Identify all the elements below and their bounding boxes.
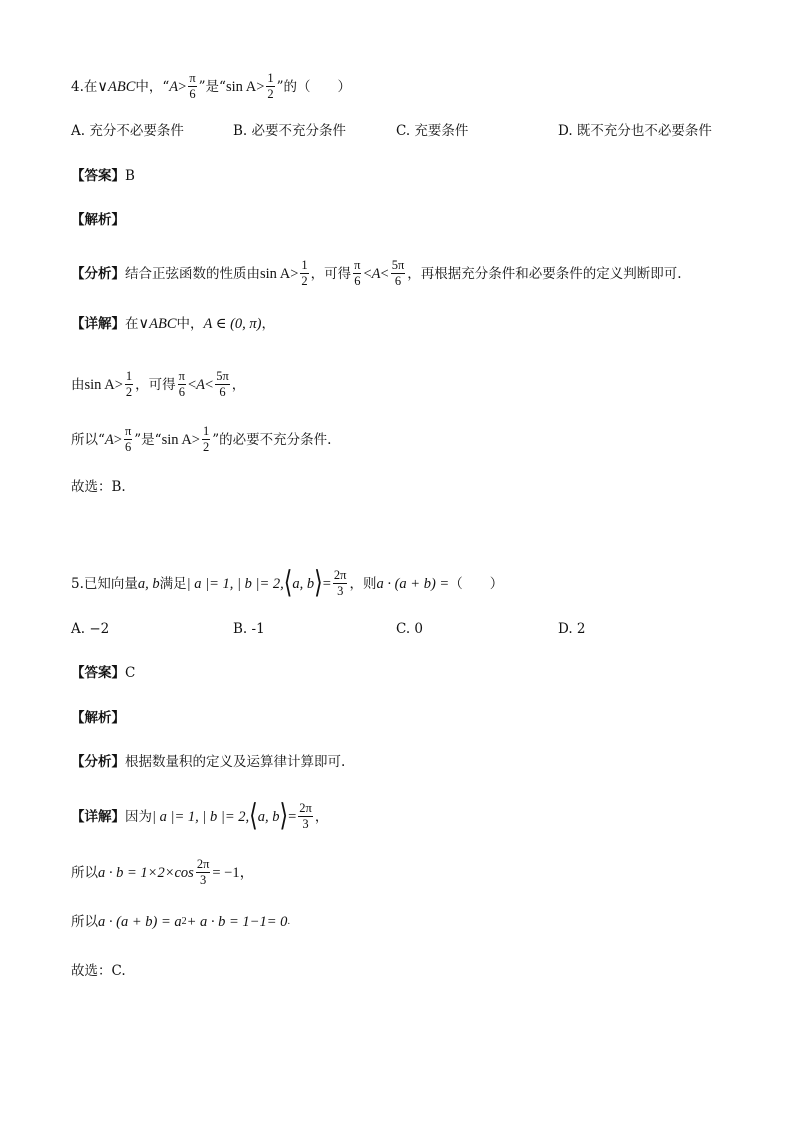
q4-number: 4. bbox=[71, 78, 84, 95]
q4-gt: > bbox=[256, 78, 265, 95]
q4-frac-1-2 bbox=[266, 72, 274, 101]
q4-gt: > bbox=[290, 265, 299, 282]
frac-num: 5π bbox=[391, 258, 405, 272]
q5-detail-text: 所以 bbox=[71, 864, 98, 881]
q4-frac-pi-6 bbox=[124, 425, 132, 454]
q4-lt: < bbox=[187, 376, 197, 393]
frac-num: π bbox=[178, 369, 185, 383]
q4-option-c: C. 充要条件 bbox=[396, 123, 469, 139]
frac-num: 1 bbox=[125, 369, 133, 383]
frac-num: π bbox=[189, 71, 196, 85]
frac-num: 1 bbox=[267, 71, 274, 85]
q4-detail-text: 由 bbox=[71, 376, 85, 393]
q4-detail-text: ，可得 bbox=[135, 376, 176, 393]
q4-detail-text: 所以“ bbox=[71, 431, 105, 448]
detail-label: 【详解】 bbox=[71, 316, 125, 332]
q5-stem-text: 已知向量 bbox=[83, 575, 138, 592]
q5-option-d: D. 2 bbox=[558, 621, 586, 637]
q5-number: 5. bbox=[71, 575, 84, 592]
q4-detail-2 bbox=[71, 370, 245, 399]
q5-norms: | a |= 1, | b |= 2, bbox=[152, 808, 250, 825]
q4-option-d: D. 既不充分也不必要条件 bbox=[558, 123, 712, 139]
answer-value: B bbox=[125, 168, 135, 184]
analysis-label: 【解析】 bbox=[71, 212, 125, 228]
q4-triangle: ∨ABC bbox=[138, 316, 177, 332]
q4-lt: < bbox=[380, 265, 389, 282]
q4-fenxi-text: ，可得 bbox=[310, 265, 352, 282]
frac-num: π bbox=[124, 424, 132, 438]
frac-den: 2 bbox=[267, 87, 274, 101]
q4-sin-a: sin A bbox=[161, 431, 192, 448]
q4-detail-1 bbox=[71, 314, 275, 334]
q4-answer bbox=[71, 166, 135, 186]
q5-detail-text: 所以 bbox=[71, 914, 98, 930]
q4-gt: > bbox=[191, 431, 200, 448]
frac-den: 6 bbox=[178, 385, 185, 399]
q4-stem-text: ”的（ ） bbox=[276, 78, 352, 95]
q5-square: 2 bbox=[181, 916, 187, 927]
q5-angle-close: ⟩ bbox=[279, 798, 289, 834]
q4-sin-a: sin A bbox=[84, 376, 115, 393]
q4-choose: 故选：B. bbox=[71, 479, 126, 495]
frac-num: 2π bbox=[196, 857, 210, 871]
q5-detail-2 bbox=[71, 858, 254, 887]
frac-num: 1 bbox=[202, 424, 210, 438]
frac-den: 3 bbox=[337, 584, 344, 598]
answer-label: 【答案】 bbox=[71, 168, 125, 184]
q4-frac-pi-6 bbox=[178, 370, 186, 399]
q4-var-a: A bbox=[169, 78, 179, 95]
q5-frac-2pi-3 bbox=[298, 802, 313, 831]
frac-den: 2 bbox=[125, 385, 133, 399]
analysis-label: 【解析】 bbox=[71, 710, 125, 726]
q5-detail-3 bbox=[71, 912, 290, 932]
q5-stem-text: （ ） bbox=[449, 575, 504, 592]
q4-stem bbox=[71, 72, 351, 101]
answer-value: C bbox=[125, 665, 136, 681]
q4-var-a: A bbox=[196, 376, 206, 393]
q4-detail-text: 中， bbox=[176, 316, 204, 332]
q5-angle-open: ⟨ bbox=[283, 565, 293, 601]
q5-angle-close: ⟩ bbox=[314, 565, 323, 601]
q5-option-b: B. -1 bbox=[233, 621, 265, 637]
q5-expression: a · (a + b) = bbox=[376, 575, 450, 592]
q4-analysis-heading bbox=[71, 210, 125, 230]
q4-frac-1-2 bbox=[300, 259, 308, 288]
q4-frac-5pi-6 bbox=[391, 259, 406, 288]
frac-den: 6 bbox=[219, 385, 226, 399]
q4-detail-text: ， bbox=[261, 316, 275, 332]
q5-eq: = bbox=[322, 575, 331, 592]
q5-fenxi bbox=[71, 752, 345, 772]
q4-var-a: A bbox=[371, 265, 381, 282]
frac-den: 3 bbox=[302, 817, 309, 831]
q5-option-a: A. −2 bbox=[71, 621, 110, 637]
q4-frac-1-2 bbox=[202, 425, 210, 454]
q5-angle-vectors: a, b bbox=[292, 575, 315, 592]
q4-fenxi-text: 结合正弦函数的性质由 bbox=[125, 265, 260, 282]
q4-fenxi-text: ，再根据充分条件和必要条件的定义判断即可. bbox=[407, 265, 682, 282]
q5-frac-2pi-3 bbox=[333, 569, 348, 598]
q4-detail-text: ， bbox=[231, 376, 246, 393]
q4-frac-1-2 bbox=[125, 370, 133, 399]
q5-detail-text: ， bbox=[314, 808, 329, 825]
q4-triangle: ∨ABC bbox=[97, 78, 136, 95]
q5-vectors: a, b bbox=[137, 575, 160, 592]
q4-gt: > bbox=[114, 376, 123, 393]
q5-stem bbox=[71, 565, 504, 601]
q5-option-c: C. 0 bbox=[396, 621, 424, 637]
frac-den: 3 bbox=[199, 873, 207, 887]
q5-choose: 故选：C. bbox=[71, 963, 126, 979]
q4-detail-text: ”的必要不充分条件. bbox=[212, 431, 332, 448]
frac-den: 2 bbox=[202, 440, 210, 454]
q5-analysis-heading bbox=[71, 708, 125, 728]
frac-num: π bbox=[354, 258, 361, 272]
q4-sin-a: sin A bbox=[260, 265, 291, 282]
q5-frac-2pi-3 bbox=[196, 858, 211, 887]
q5-dot-product: a · b = 1×2×cos bbox=[98, 864, 194, 881]
detail-label: 【详解】 bbox=[71, 808, 125, 825]
q5-stem-text: 满足 bbox=[159, 575, 187, 592]
q4-option-a: A. 充分不必要条件 bbox=[71, 123, 184, 139]
q4-stem-text: 在 bbox=[83, 78, 98, 95]
q4-frac-pi-6 bbox=[188, 72, 196, 101]
q4-option-b: B. 必要不充分条件 bbox=[233, 123, 347, 139]
q5-eq: = bbox=[288, 808, 297, 825]
q4-gt: > bbox=[113, 431, 122, 448]
fenxi-label: 【分析】 bbox=[71, 754, 125, 770]
frac-num: 5π bbox=[216, 369, 229, 383]
q4-gt: > bbox=[178, 78, 187, 95]
q5-angle-vectors: a, b bbox=[257, 808, 280, 825]
q4-frac-pi-6 bbox=[353, 259, 361, 288]
q4-fenxi bbox=[71, 259, 682, 288]
q4-detail-3 bbox=[71, 425, 331, 454]
q4-detail-text: 在 bbox=[125, 316, 139, 332]
q4-domain: A ∈ (0, π) bbox=[203, 316, 262, 332]
q5-fenxi-text: 根据数量积的定义及运算律计算即可. bbox=[125, 754, 346, 770]
frac-den: 6 bbox=[354, 274, 361, 288]
q5-detail-1 bbox=[71, 798, 329, 834]
q5-period: . bbox=[287, 917, 291, 927]
frac-den: 2 bbox=[301, 274, 308, 288]
q4-stem-text: 中，“ bbox=[135, 78, 170, 95]
q4-frac-5pi-6 bbox=[215, 370, 230, 399]
frac-den: 6 bbox=[189, 87, 196, 101]
q4-var-a: A bbox=[104, 431, 114, 448]
answer-label: 【答案】 bbox=[71, 665, 125, 681]
frac-den: 6 bbox=[394, 274, 402, 288]
q5-dot-result: = −1， bbox=[212, 864, 255, 881]
fenxi-label: 【分析】 bbox=[71, 265, 125, 282]
q5-answer bbox=[71, 663, 135, 683]
q4-stem-text: ”是“ bbox=[198, 78, 226, 95]
frac-num: 2π bbox=[333, 568, 347, 582]
frac-num: 1 bbox=[301, 258, 308, 272]
q5-expansion: a · (a + b) = a bbox=[98, 914, 182, 930]
frac-num: 2π bbox=[299, 801, 312, 815]
frac-den: 6 bbox=[124, 440, 132, 454]
q5-stem-text: ，则 bbox=[349, 575, 377, 592]
q5-expansion-rest: + a · b = 1−1= 0 bbox=[186, 914, 288, 930]
q4-lt: < bbox=[205, 376, 214, 393]
q4-lt: < bbox=[363, 265, 372, 282]
q5-angle-open: ⟨ bbox=[249, 798, 258, 834]
q5-detail-text: 因为 bbox=[125, 808, 152, 825]
q4-detail-text: ”是“ bbox=[134, 431, 162, 448]
q5-norms: | a |= 1, | b |= 2, bbox=[186, 575, 284, 592]
q4-sin-a: sin A bbox=[225, 78, 257, 95]
